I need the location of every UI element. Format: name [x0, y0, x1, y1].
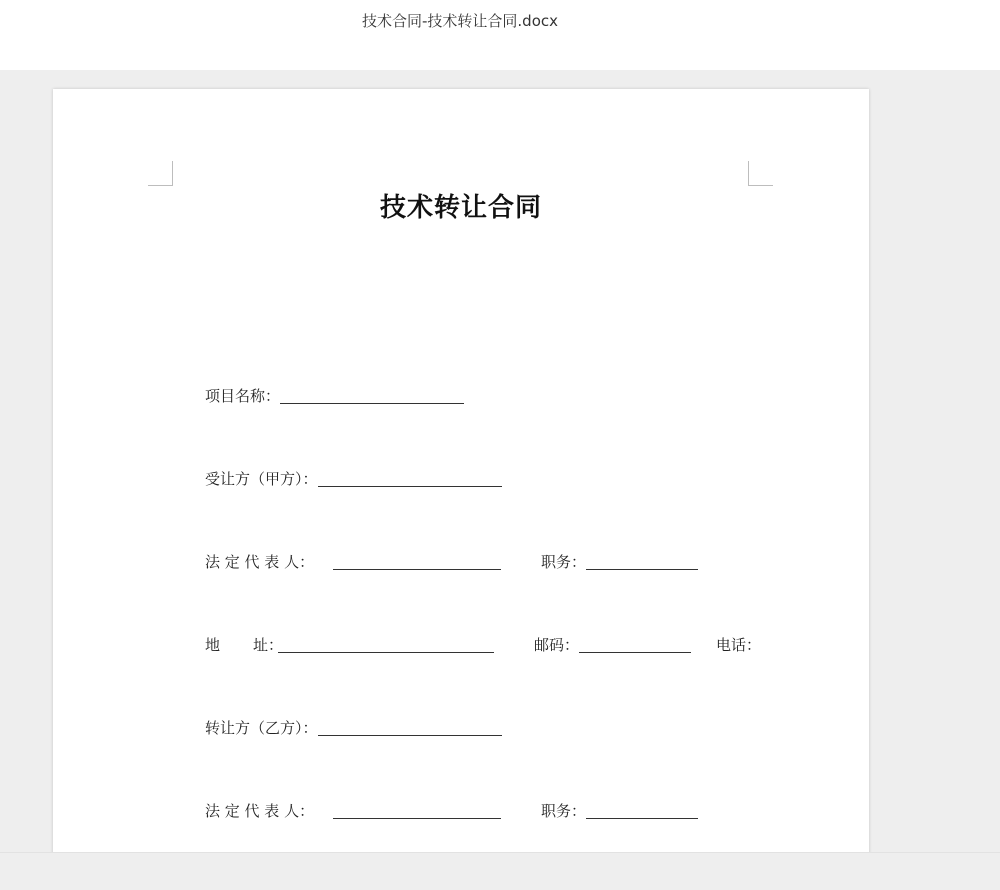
- position-label-1: 职务：: [541, 553, 587, 571]
- legal-rep-blank-2: [333, 803, 501, 819]
- transferor-label: 转让方（乙方）：: [205, 719, 318, 737]
- document-page[interactable]: [53, 89, 869, 879]
- legal-rep-blank-1: [333, 554, 501, 570]
- address-blank: [278, 637, 494, 653]
- title-bar: [0, 0, 1000, 70]
- legal-rep-label-2: 法 定 代 表 人：: [205, 802, 315, 820]
- legal-rep-label-1: 法 定 代 表 人：: [205, 553, 315, 571]
- position-label-2: 职务：: [541, 802, 587, 820]
- address-label: 地: [205, 636, 221, 654]
- legal-rep-line-1: [205, 551, 698, 573]
- margin-corner-mark-left: [148, 161, 173, 186]
- transferor-line: [205, 717, 502, 739]
- transferee-label: 受让方（甲方）：: [205, 470, 318, 488]
- transferee-blank: [318, 471, 502, 487]
- address-line: [205, 634, 761, 656]
- transferor-blank: [318, 720, 502, 736]
- phone-label: 电话：: [716, 636, 762, 654]
- project-name-line: [205, 385, 464, 407]
- address-label-2: 址：: [253, 636, 284, 654]
- postcode-blank: [579, 637, 691, 653]
- position-blank-1: [586, 554, 698, 570]
- transferee-line: [205, 468, 502, 490]
- bottom-status-bar: [0, 852, 1000, 890]
- project-name-label: 项目名称：: [205, 387, 281, 405]
- margin-corner-mark-right: [748, 161, 773, 186]
- document-heading: 技术转让合同: [379, 193, 542, 223]
- project-name-blank: [280, 388, 464, 404]
- document-filename: 技术合同-技术转让合同.docx: [361, 12, 558, 30]
- position-blank-2: [586, 803, 698, 819]
- legal-rep-line-2: [205, 800, 698, 822]
- postcode-label: 邮码：: [534, 636, 580, 654]
